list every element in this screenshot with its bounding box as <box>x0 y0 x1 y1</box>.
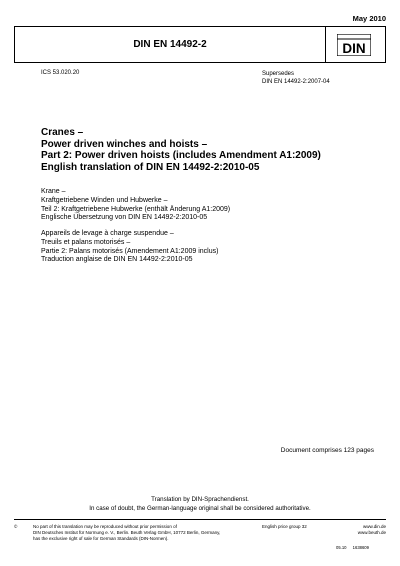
document-codes <box>336 545 374 550</box>
logo-divider <box>325 27 326 62</box>
title-en-line: Part 2: Power driven hoists (includes Amendment A1:2009) <box>41 150 321 161</box>
svg-text:DIN: DIN <box>342 41 366 56</box>
supersedes-value: DIN EN 14492-2:2007-04 <box>262 79 330 85</box>
title-de-line: Kraftgetriebene Winden und Hubwerke – <box>41 196 168 204</box>
beuth-website-link[interactable]: www.beuth.de <box>357 530 386 535</box>
price-group: English price group 32 <box>262 524 307 529</box>
title-fr-line: Partie 2: Palans motorisés (Amendement A1:2009 inclus) <box>41 247 219 255</box>
page-count: Document comprises 123 pages <box>280 447 374 454</box>
copyright-notice <box>33 524 220 542</box>
copyright-line: has the exclusive right of sale for German Standards (DIN-Normen). <box>33 536 169 541</box>
title-de-line: Krane – <box>41 188 66 195</box>
title-en-line: Cranes – <box>41 127 84 138</box>
copyright-symbol: © <box>14 524 18 529</box>
order-number: 1638609 <box>352 545 369 550</box>
web-links <box>316 524 386 536</box>
authority-line: In case of doubt, the German-language original shall be considered authoritative. <box>89 504 311 512</box>
din-logo <box>337 34 371 56</box>
title-en-line: Power driven winches and hoists – <box>41 138 208 150</box>
copyright-line: DIN Deutsches Institut für Normung e. V., Berlin. Beuth Verlag GmbH, 10772 Berlin, Germany, <box>33 530 221 535</box>
title-de-line: Teil 2: Kraftgetriebene Hubwerke (enthält Änderung A1:2009) <box>41 205 231 213</box>
copyright-line: No part of this translation may be reproduced without prior permission of <box>33 524 177 529</box>
issue-code: 05.10 <box>336 545 347 550</box>
title-de-line: Englische Übersetzung von DIN EN 14492-2:2010-05 <box>41 214 208 222</box>
title-english <box>41 127 321 173</box>
translation-note <box>0 496 400 513</box>
header-box <box>14 26 386 63</box>
title-fr-line: Appareils de levage à charge suspendue – <box>41 230 174 237</box>
title-fr-line: Treuils et palans motorisés – <box>41 238 131 246</box>
publication-date: May 2010 <box>352 14 386 23</box>
translation-line: Translation by DIN-Sprachendienst. <box>151 496 249 503</box>
title-fr-line: Traduction anglaise de DIN EN 14492-2:2010-05 <box>41 256 193 264</box>
din-website-link[interactable]: www.din.de <box>362 524 386 529</box>
title-en-line: English translation of DIN EN 14492-2:2010-05 <box>41 161 260 173</box>
document-number: DIN EN 14492-2 <box>133 39 207 50</box>
footer-rule <box>14 519 386 520</box>
ics-code: ICS 53.020.20 <box>41 70 80 76</box>
title-german <box>41 188 230 223</box>
supersedes-block <box>262 70 330 86</box>
supersedes-label: Supersedes <box>262 71 295 77</box>
title-french <box>41 230 218 265</box>
